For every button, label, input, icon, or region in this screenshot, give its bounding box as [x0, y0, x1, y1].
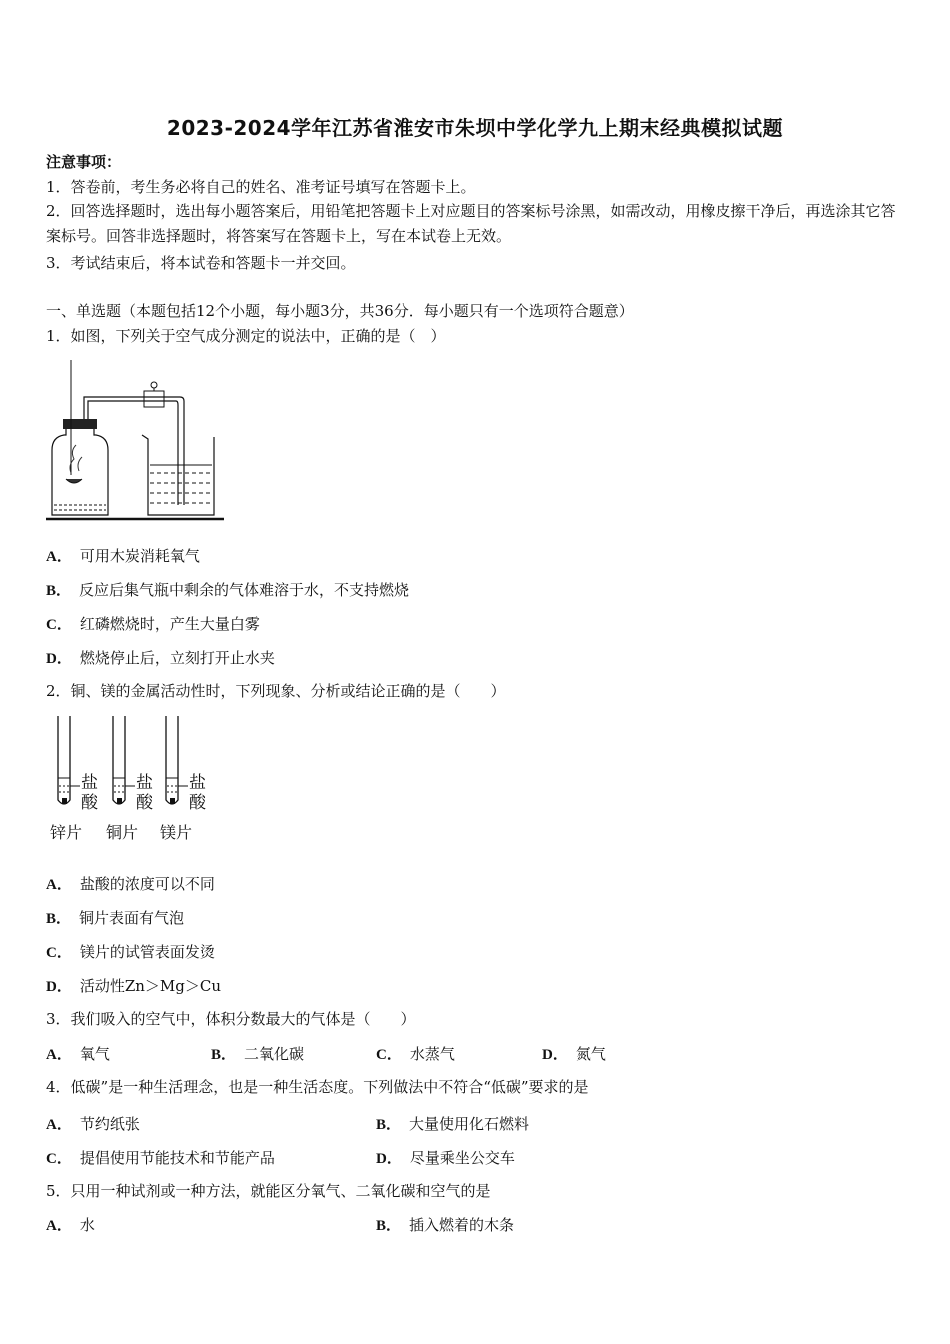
acid-label-2: 盐 酸 [136, 773, 153, 813]
notice-item-2: 2．回答选择题时，选出每小题答案后，用铅笔把答题卡上对应题目的答案标号涂黑，如需改动，用橡皮擦干净后，再选涂其它答案标号。回答非选择题时，将答案写在答题卡上，写在本试卷上无效。 [46, 202, 896, 245]
q2-option-b[interactable]: B． 铜片表面有气泡 [46, 909, 185, 927]
q1-option-a[interactable]: A． 可用木炭消耗氧气 [46, 547, 200, 565]
q3-option-a[interactable]: A． 氧气 [46, 1045, 110, 1063]
q1-option-d[interactable]: D． 燃烧停止后，立刻打开止水夹 [46, 649, 275, 667]
q3-option-d[interactable]: D． 氮气 [542, 1045, 606, 1063]
q4-option-b[interactable]: B． 大量使用化石燃料 [376, 1115, 530, 1133]
tube-label-copper: 铜片 [106, 823, 139, 842]
q2-option-a[interactable]: A． 盐酸的浓度可以不同 [46, 875, 215, 893]
tube-label-magnesium: 镁片 [160, 823, 193, 842]
q3-option-c[interactable]: C． 水蒸气 [376, 1045, 455, 1063]
air-composition-apparatus-figure [44, 355, 229, 525]
q1-option-c[interactable]: C． 红磷燃烧时，产生大量白雾 [46, 615, 260, 633]
notice-item-1: 1．答卷前，考生务必将自己的姓名、准考证号填写在答题卡上。 [46, 178, 476, 196]
q4-option-a[interactable]: A． 节约纸张 [46, 1115, 140, 1133]
q2-option-c[interactable]: C． 镁片的试管表面发烫 [46, 943, 215, 961]
q1-stem: 1．如图，下列关于空气成分测定的说法中，正确的是（ ） [46, 327, 446, 345]
q4-stem: 4．低碳”是一种生活理念，也是一种生活态度。下列做法中不符合“低碳”要求的是 [46, 1078, 589, 1096]
q2-option-d[interactable]: D． 活动性Zn＞Mg＞Cu [46, 977, 222, 995]
q3-option-b[interactable]: B． 二氧化碳 [211, 1045, 305, 1063]
q4-option-d[interactable]: D． 尽量乘坐公交车 [376, 1149, 515, 1167]
q1-option-b[interactable]: B． 反应后集气瓶中剩余的气体难溶于水，不支持燃烧 [46, 581, 410, 599]
q5-option-a[interactable]: A． 水 [46, 1216, 95, 1234]
q3-stem: 3．我们吸入的空气中，体积分数最大的气体是（ ） [46, 1010, 416, 1028]
acid-label-1: 盐 酸 [81, 773, 98, 813]
q2-stem: 2．铜、镁的金属活动性时，下列现象、分析或结论正确的是（ ） [46, 682, 506, 700]
q5-stem: 5．只用一种试剂或一种方法，就能区分氧气、二氧化碳和空气的是 [46, 1182, 491, 1200]
notice-heading: 注意事项： [46, 153, 122, 171]
page-title: 2023-2024学年江苏省淮安市朱坝中学化学九上期末经典模拟试题 [166, 116, 784, 140]
acid-label-3: 盐 酸 [189, 773, 206, 813]
section-heading: 一、单选题（本题包括12个小题，每小题3分，共36分．每小题只有一个选项符合题意） [46, 302, 634, 320]
tube-label-zinc: 锌片 [50, 823, 83, 842]
q5-option-b[interactable]: B． 插入燃着的木条 [376, 1216, 515, 1234]
q4-option-c[interactable]: C． 提倡使用节能技术和节能产品 [46, 1149, 275, 1167]
notice-item-3: 3．考试结束后，将本试卷和答题卡一并交回。 [46, 254, 356, 272]
